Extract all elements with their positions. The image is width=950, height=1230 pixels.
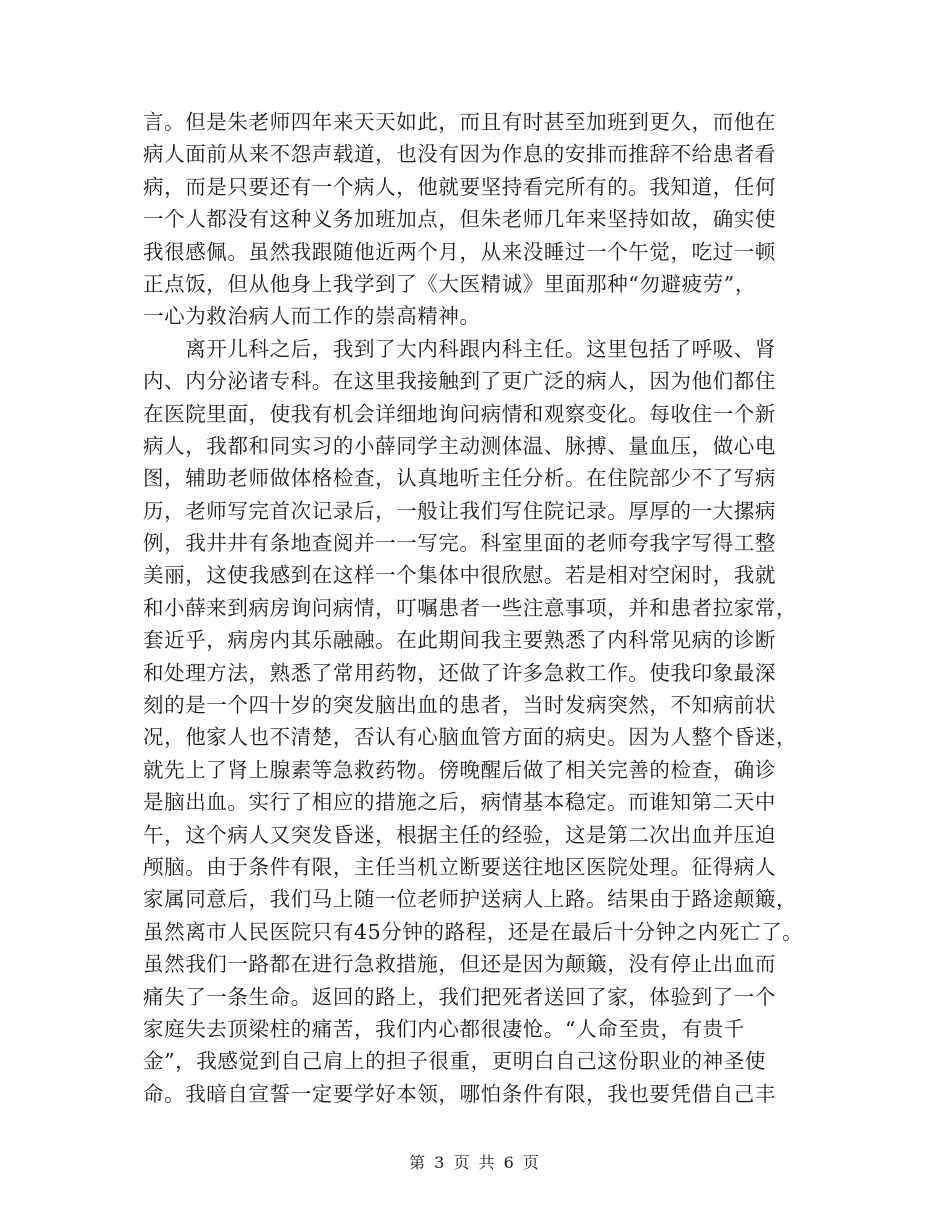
text-line: 言。但是朱老师四年来天天如此，而且有时甚至加班到更久，而他在 [143,110,776,134]
text-line: 病人，我都和同实习的小薛同学主动测体温、脉搏、量血压，做心电 [143,433,776,458]
text-line: 午，这个病人又突发昏迷，根据主任的经验，这是第二次出血并压迫 [143,822,776,847]
text-line: 病人面前从来不怨声载道，也没有因为作息的安排而推辞不给患者看 [143,142,776,167]
text-line: 况，他家人也不清楚，否认有心脑血管方面的病史。因为人整个昏迷， [143,725,798,750]
text-line: 在医院里面，使我有机会详细地询问病情和观察变化。每收住一个新 [143,401,776,426]
text-line: 和处理方法，熟悉了常用药物，还做了许多急救工作。使我印象最深 [143,660,776,685]
text-line: 颅脑。由于条件有限，主任当机立断要送往地区医院处理。征得病人 [143,854,776,879]
text-line: 例，我井井有条地查阅并一一写完。科室里面的老师夸我字写得工整 [143,531,776,556]
text-line: 离开儿科之后，我到了大内科跟内科主任。这里包括了呼吸、肾 [143,336,776,361]
text-line: 一个人都没有这种义务加班加点，但朱老师几年来坚持如故，确实使 [143,207,776,232]
text-line: 病，而是只要还有一个病人，他就要坚持看完所有的。我知道，任何 [143,174,776,199]
document-body [143,106,823,1110]
text-line: 正点饭，但从他身上我学到了《大医精诚》里面那种“勿避疲劳”， [143,271,756,296]
text-line: 我很感佩。虽然我跟随他近两个月，从来没睡过一个午觉，吃过一顿 [143,239,776,264]
text-line: 套近乎，病房内其乐融融。在此期间我主要熟悉了内科常见病的诊断 [143,628,776,653]
text-line: 图，辅助老师做体格检查，认真地听主任分析。在住院部少不了写病 [143,466,776,491]
text-line: 就先上了肾上腺素等急救药物。傍晚醒后做了相关完善的检查，确诊 [143,757,776,782]
text-line: 家属同意后，我们马上随一位老师护送病人上路。结果由于路途颠簸， [143,887,798,912]
text-line: 虽然离市人民医院只有45分钟的路程，还是在最后十分钟之内死亡了。 [143,919,804,944]
text-line: 一心为救治病人而工作的崇高精神。 [143,304,481,329]
text-line: 历，老师写完首次记录后，一般让我们写住院记录。厚厚的一大摞病 [143,498,776,523]
text-line: 痛失了一条生命。返回的路上，我们把死者送回了家，体验到了一个 [143,984,776,1009]
text-line: 家庭失去顶梁柱的痛苦，我们内心都很凄怆。“人命至贵，有贵千 [143,1016,745,1041]
text-line: 和小薛来到病房询问病情，叮嘱患者一些注意事项，并和患者拉家常， [143,595,798,620]
text-line: 美丽，这使我感到在这样一个集体中很欣慰。若是相对空闲时，我就 [143,563,776,588]
text-line: 内、内分泌诸专科。在这里我接触到了更广泛的病人，因为他们都住 [143,369,776,394]
text-line: 刻的是一个四十岁的突发脑出血的患者，当时发病突然，不知病前状 [143,693,776,718]
text-line: 命。我暗自宣誓一定要学好本领，哪怕条件有限，我也要凭借自己丰 [143,1081,776,1106]
page-number-footer: 第 3 页 共 6 页 [409,1153,541,1172]
text-line: 金”，我感觉到自己肩上的担子很重，更明白自己这份职业的神圣使 [143,1049,766,1074]
text-line: 是脑出血。实行了相应的措施之后，病情基本稳定。而谁知第二天中 [143,790,776,815]
text-line: 虽然我们一路都在进行急救措施，但还是因为颠簸，没有停止出血而 [143,952,776,977]
